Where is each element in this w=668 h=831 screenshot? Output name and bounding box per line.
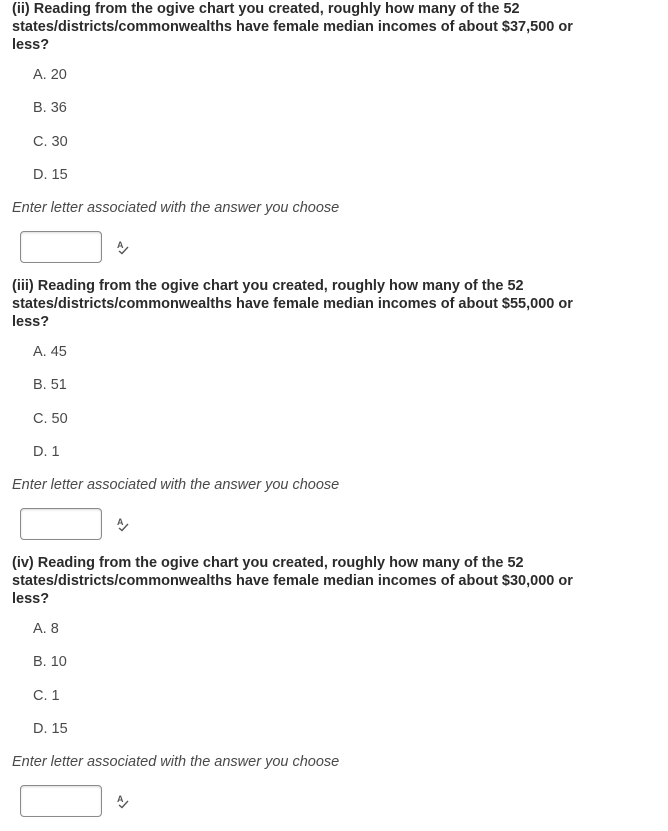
prompt-line-1: (iv) Reading from the ogive chart you created, roughly how many of the 52 — [12, 555, 524, 571]
question-iii — [12, 277, 612, 544]
option-a: A. 45 — [33, 344, 67, 360]
answer-instruction: Enter letter associated with the answer you choose — [12, 754, 340, 771]
options-list — [33, 67, 612, 184]
option-b: B. 51 — [33, 377, 67, 394]
answer-input[interactable] — [20, 785, 102, 817]
answer-row — [12, 508, 612, 544]
svg-text:A: A — [117, 794, 124, 805]
prompt-line-3: less? — [12, 591, 50, 607]
spellcheck-icon[interactable] — [115, 516, 131, 532]
prompt-line-1: (iii) Reading from the ogive chart you created, roughly how many of the 52 — [12, 278, 524, 294]
answer-row — [12, 785, 612, 821]
question-prompt — [12, 277, 612, 331]
prompt-line-1: (ii) Reading from the ogive chart you created, roughly how many of the 52 — [12, 1, 520, 17]
prompt-line-2: states/districts/commonwealths have female median incomes of about $37,500 or — [12, 19, 573, 35]
option-b: B. 10 — [33, 654, 67, 671]
question-prompt — [12, 554, 612, 608]
option-a: A. 20 — [33, 67, 67, 83]
svg-text:A: A — [117, 240, 124, 251]
answer-instruction: Enter letter associated with the answer you choose — [12, 477, 340, 494]
answer-row — [12, 231, 612, 267]
question-ii — [12, 0, 612, 267]
prompt-line-3: less? — [12, 314, 50, 330]
option-d: D. 15 — [33, 720, 68, 737]
prompt-line-2: states/districts/commonwealths have female median incomes of about $55,000 or — [12, 296, 573, 312]
options-list — [33, 344, 612, 461]
option-a: A. 8 — [33, 621, 59, 637]
answer-input[interactable] — [20, 508, 102, 540]
options-list — [33, 621, 612, 738]
option-d: D. 15 — [33, 166, 68, 183]
answer-instruction: Enter letter associated with the answer you choose — [12, 200, 340, 217]
prompt-line-2: states/districts/commonwealths have female median incomes of about $30,000 or — [12, 573, 573, 589]
spellcheck-icon[interactable] — [115, 239, 131, 255]
svg-text:A: A — [117, 517, 124, 528]
question-iv — [12, 554, 612, 821]
option-b: B. 36 — [33, 100, 67, 117]
option-d: D. 1 — [33, 443, 60, 460]
option-c: C. 50 — [33, 410, 68, 427]
option-c: C. 30 — [33, 133, 68, 150]
prompt-line-3: less? — [12, 37, 50, 53]
spellcheck-icon[interactable] — [115, 793, 131, 809]
answer-input[interactable] — [20, 231, 102, 263]
question-prompt — [12, 0, 612, 54]
option-c: C. 1 — [33, 687, 60, 704]
